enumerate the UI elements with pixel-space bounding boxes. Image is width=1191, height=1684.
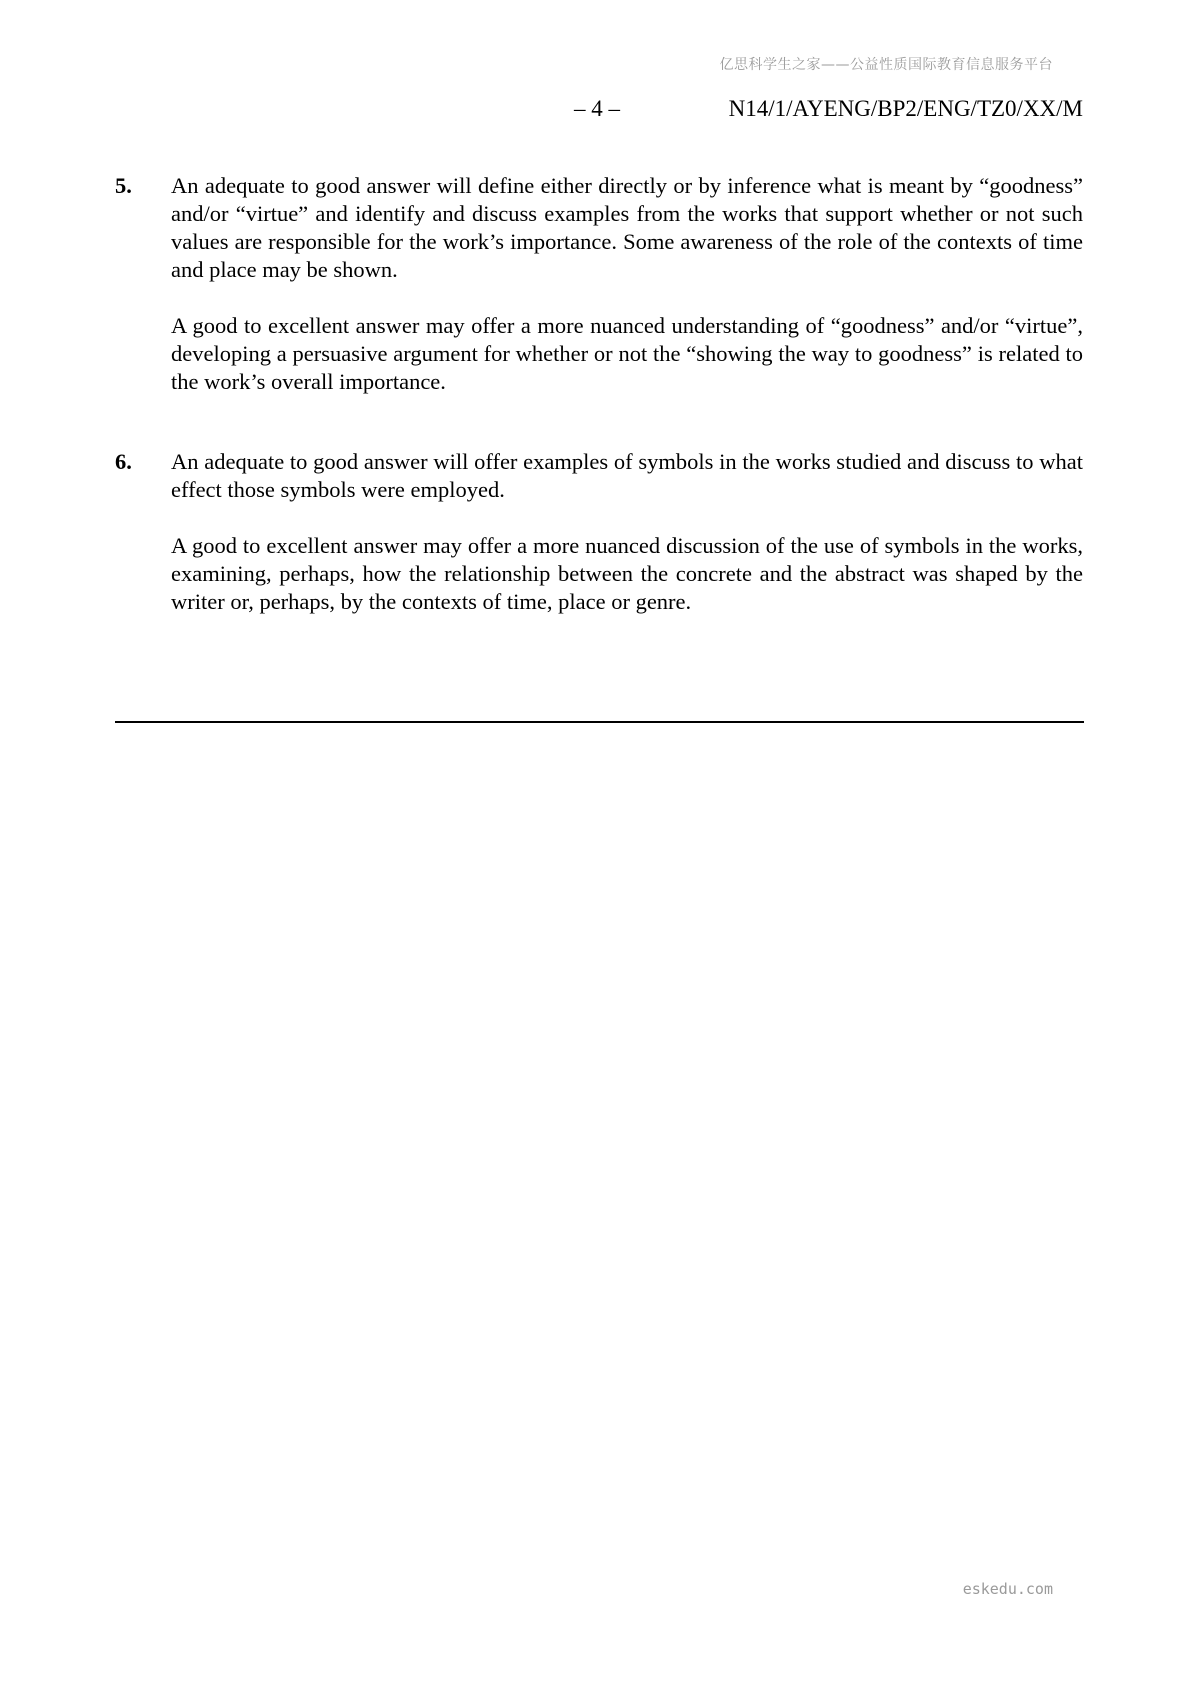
watermark-text: 亿思科学生之家——公益性质国际教育信息服务平台 bbox=[719, 57, 1053, 73]
question-paragraph: An adequate to good answer will offer examples of symbols in the works studied and discuss to what effect those symbols were employed. bbox=[171, 449, 1083, 502]
footer-site: eskedu.com bbox=[962, 1580, 1053, 1598]
question-5 bbox=[115, 172, 1083, 396]
page-number: – 4 – bbox=[574, 96, 620, 121]
question-6 bbox=[115, 448, 1083, 616]
end-divider bbox=[115, 721, 1084, 723]
paper-code: N14/1/AYENG/BP2/ENG/TZ0/XX/M bbox=[728, 96, 1083, 121]
question-body bbox=[171, 172, 1083, 396]
question-number: 5. bbox=[115, 173, 132, 198]
question-paragraph: An adequate to good answer will define either directly or by inference what is meant by “goodness” and/or “virtue” and identify and discuss examples from the works that support whether or not such values are responsible for the work’s importance. Some awareness of the role of the contexts of time and place may be shown. bbox=[171, 173, 1083, 282]
question-number: 6. bbox=[115, 449, 132, 474]
question-paragraph: A good to excellent answer may offer a more nuanced discussion of the use of symbols in the works, examining, perhaps, how the relationship between the concrete and the abstract was shaped by the writer or, perhaps, by the contexts of time, place or genre. bbox=[171, 533, 1083, 614]
question-body bbox=[171, 448, 1083, 616]
page-header bbox=[0, 96, 1191, 126]
question-paragraph: A good to excellent answer may offer a more nuanced understanding of “goodness” and/or “virtue”, developing a persuasive argument for whether or not the “showing the way to goodness” is related to the work’s overall importance. bbox=[171, 313, 1083, 394]
